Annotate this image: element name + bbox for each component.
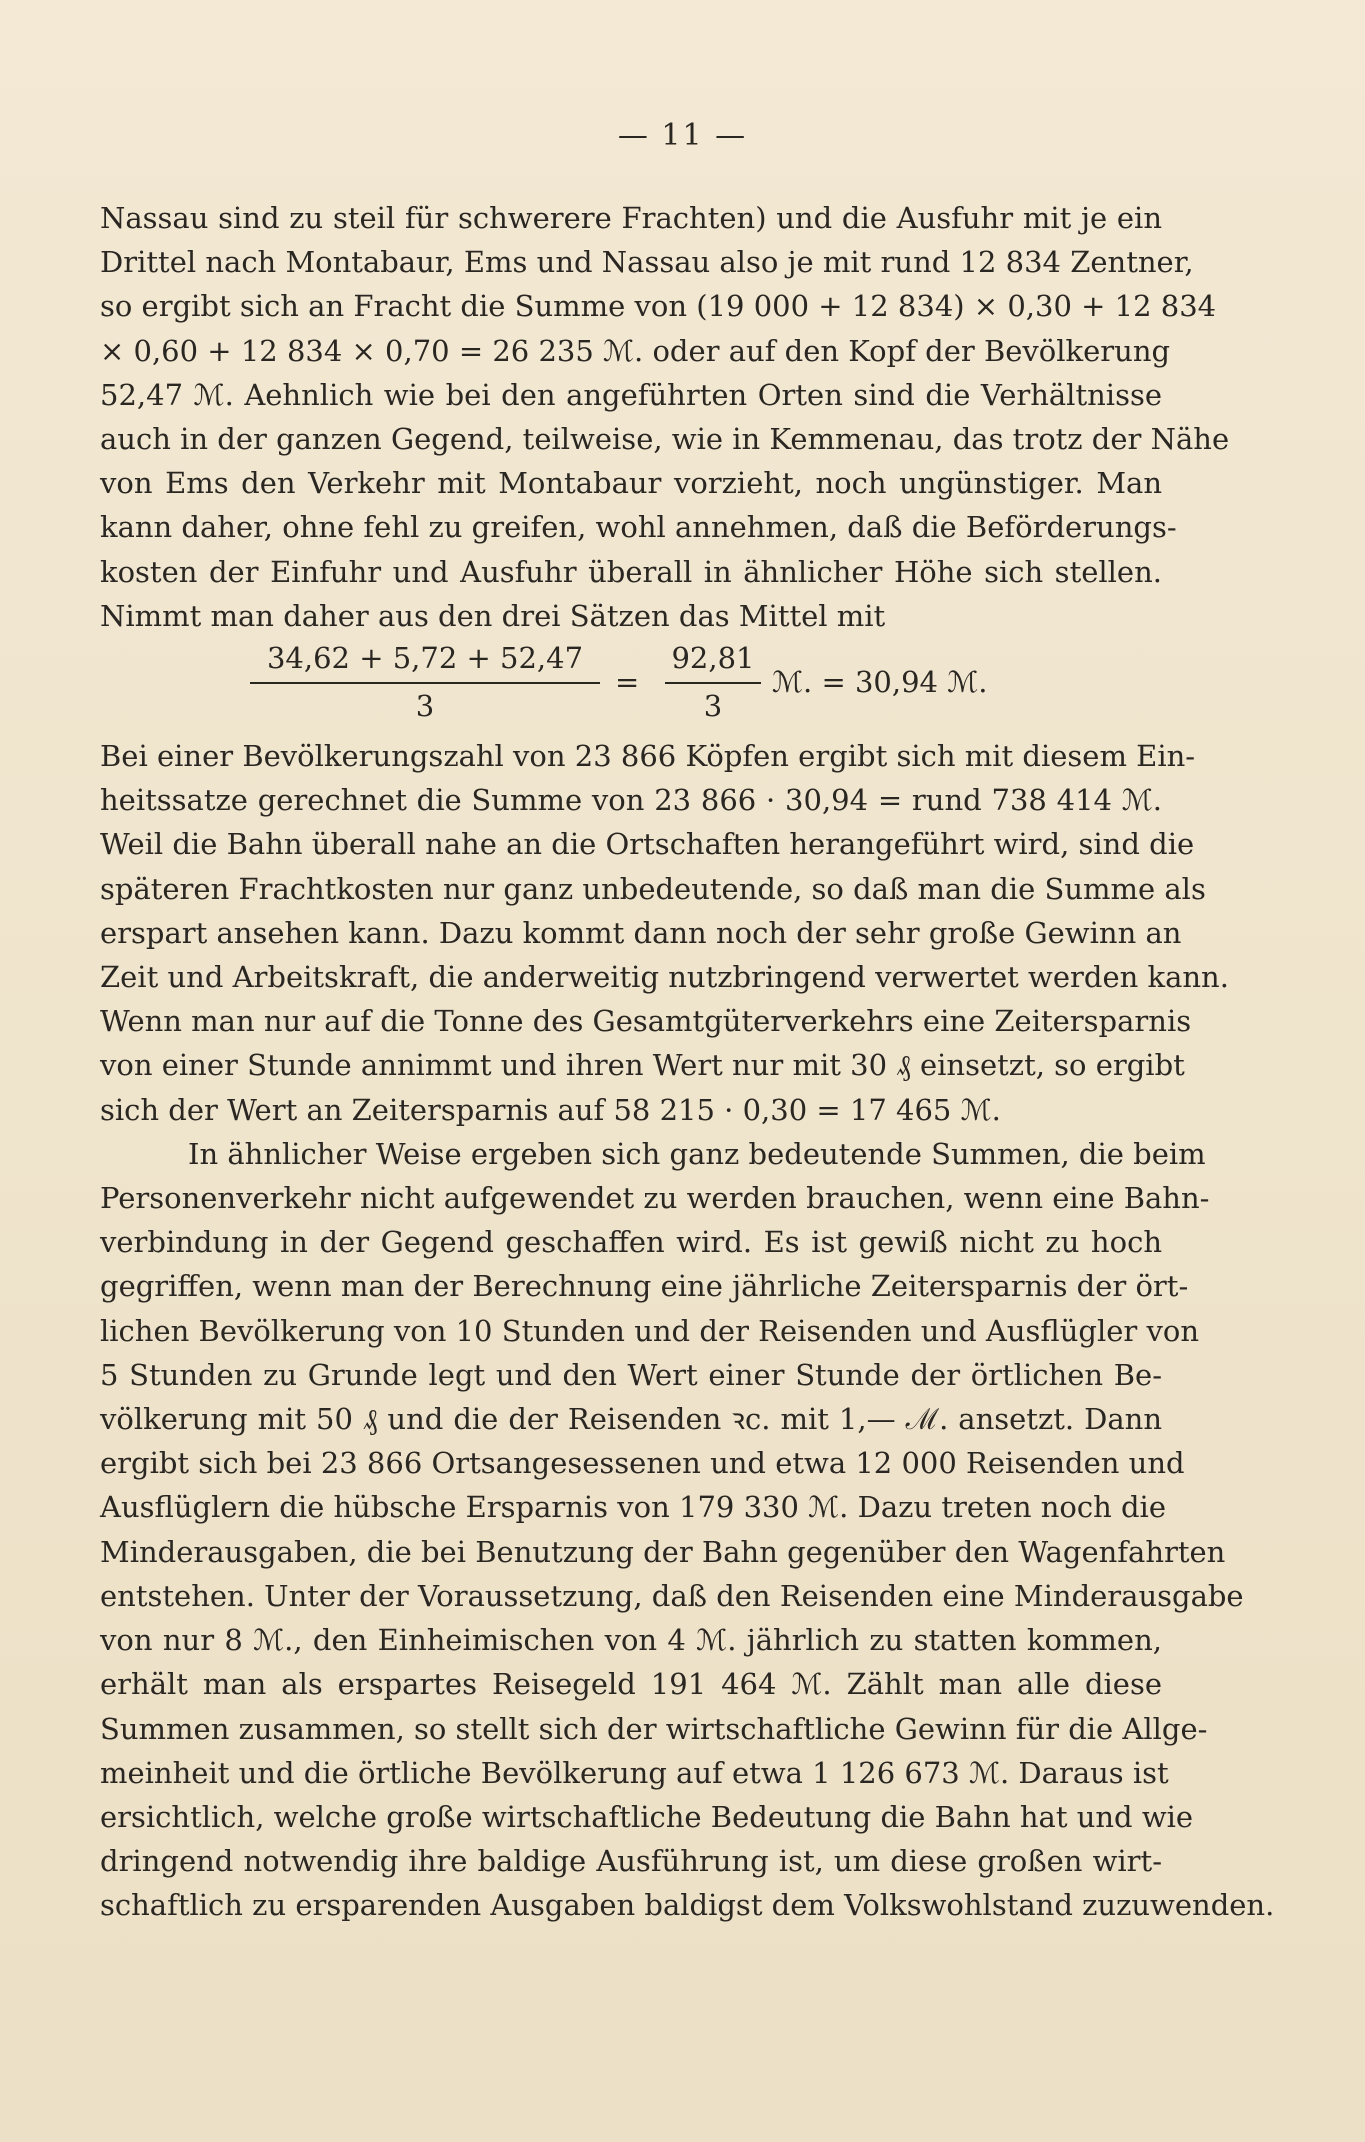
text-line: heitssatze gerechnet die Summe von 23 866 · 30,94 = rund 738 414 ℳ.: [100, 783, 1162, 818]
text-line: In ähnlicher Weise ergeben sich ganz bedeutende Summen, die beim: [188, 1136, 1206, 1171]
text-line: ersichtlich, welche große wirtschaftliche Bedeutung die Bahn hat und wie: [100, 1799, 1194, 1834]
text-line: kosten der Einfuhr und Ausfuhr überall in ähnlicher Höhe sich stellen.: [100, 554, 1162, 589]
text-line: so ergibt sich an Fracht die Summe von (19 000 + 12 834) × 0,30 + 12 834: [100, 289, 1217, 324]
text-line: gegriffen, wenn man der Berechnung eine jährliche Zeitersparnis der ört-: [100, 1269, 1189, 1304]
text-line: völkerung mit 50 ₰ und die der Reisenden ꝛc. mit 1,— ℳ. ansetzt. Dann: [100, 1402, 1162, 1437]
text-line: Weil die Bahn überall nahe an die Ortschaften herangeführt wird, sind die: [100, 827, 1195, 862]
text-line: Bei einer Bevölkerungszahl von 23 866 Köpfen ergibt sich mit diesem Ein-: [100, 739, 1196, 774]
text-line: auch in der ganzen Gegend, teilweise, wie in Kemmenau, das trotz der Nähe: [100, 422, 1230, 457]
fraction-sum: [250, 638, 600, 728]
text-line: Personenverkehr nicht aufgewendet zu werden brauchen, wenn eine Bahn-: [100, 1181, 1210, 1216]
text-line: kann daher, ohne fehl zu greifen, wohl annehmen, daß die Beförderungs-: [100, 510, 1177, 545]
mean-formula: [100, 638, 1162, 734]
text-line: von nur 8 ℳ., den Einheimischen von 4 ℳ. jährlich zu statten kommen,: [100, 1623, 1162, 1658]
text-line: 52,47 ℳ. Aehnlich wie bei den angeführten Orten sind die Verhältnisse: [100, 377, 1162, 412]
text-line: Wenn man nur auf die Tonne des Gesamtgüterverkehrs eine Zeitersparnis: [100, 1004, 1192, 1039]
equals-sign: =: [615, 665, 640, 700]
formula-result: ℳ. = 30,94 ℳ.: [772, 665, 988, 700]
text-line: entstehen. Unter der Voraussetzung, daß den Reisenden eine Minderausgabe: [100, 1578, 1244, 1613]
fraction-numerator: 92,81: [665, 638, 761, 684]
text-line: dringend notwendig ihre baldige Ausführung ist, um diese großen wirt-: [100, 1844, 1162, 1879]
text-line: erspart ansehen kann. Dazu kommt dann noch der sehr große Gewinn an: [100, 915, 1182, 950]
text-line: von Ems den Verkehr mit Montabaur vorzieht, noch ungünstiger. Man: [100, 466, 1162, 501]
text-line: Minderausgaben, die bei Benutzung der Bahn gegenüber den Wagenfahrten: [100, 1534, 1226, 1569]
fraction-denominator: 3: [415, 689, 435, 724]
paragraph-2: [100, 734, 1229, 1132]
text-line: späteren Frachtkosten nur ganz unbedeutende, so daß man die Summe als: [100, 871, 1206, 906]
fraction-total: [665, 638, 761, 728]
paragraph-1: [100, 196, 1230, 638]
text-line: × 0,60 + 12 834 × 0,70 = 26 235 ℳ. oder auf den Kopf der Bevölkerung: [100, 333, 1171, 368]
text-line: 5 Stunden zu Grunde legt und den Wert einer Stunde der örtlichen Be-: [100, 1357, 1162, 1392]
text-line: ergibt sich bei 23 866 Ortsangesessenen und etwa 12 000 Reisenden und: [100, 1446, 1185, 1481]
text-line: erhält man als erspartes Reisegeld 191 464 ℳ. Zählt man alle diese: [100, 1667, 1162, 1702]
text-line: Drittel nach Montabaur, Ems und Nassau also je mit rund 12 834 Zentner,: [100, 245, 1194, 280]
paragraph-3: [100, 1132, 1275, 1928]
text-line: meinheit und die örtliche Bevölkerung auf etwa 1 126 673 ℳ. Daraus ist: [100, 1755, 1169, 1790]
text-line: Nassau sind zu steil für schwerere Frachten) und die Ausfuhr mit je ein: [100, 201, 1162, 235]
text-line: Ausflüglern die hübsche Ersparnis von 179 330 ℳ. Dazu treten noch die: [100, 1490, 1166, 1525]
text-line: Zeit und Arbeitskraft, die anderweitig nutzbringend verwertet werden kann.: [100, 960, 1229, 995]
text-line: von einer Stunde annimmt und ihren Wert nur mit 30 ₰ einsetzt, so ergibt: [100, 1048, 1185, 1083]
text-line: lichen Bevölkerung von 10 Stunden und der Reisenden und Ausflügler von: [100, 1313, 1200, 1348]
page-number: — 11 —: [617, 118, 748, 153]
fraction-denominator: 3: [703, 689, 723, 724]
text-line: Summen zusammen, so stellt sich der wirtschaftliche Gewinn für die Allge-: [100, 1711, 1208, 1746]
text-line: verbindung in der Gegend geschaffen wird. Es ist gewiß nicht zu hoch: [100, 1225, 1162, 1260]
text-line: Nimmt man daher aus den drei Sätzen das Mittel mit: [100, 598, 886, 633]
body-text: [100, 196, 1275, 1928]
text-line: schaftlich zu ersparenden Ausgaben baldigst dem Volkswohlstand zuzuwenden.: [100, 1888, 1275, 1923]
fraction-numerator: 34,62 + 5,72 + 52,47: [250, 638, 600, 684]
text-line: sich der Wert an Zeitersparnis auf 58 215 · 0,30 = 17 465 ℳ.: [100, 1092, 1001, 1127]
